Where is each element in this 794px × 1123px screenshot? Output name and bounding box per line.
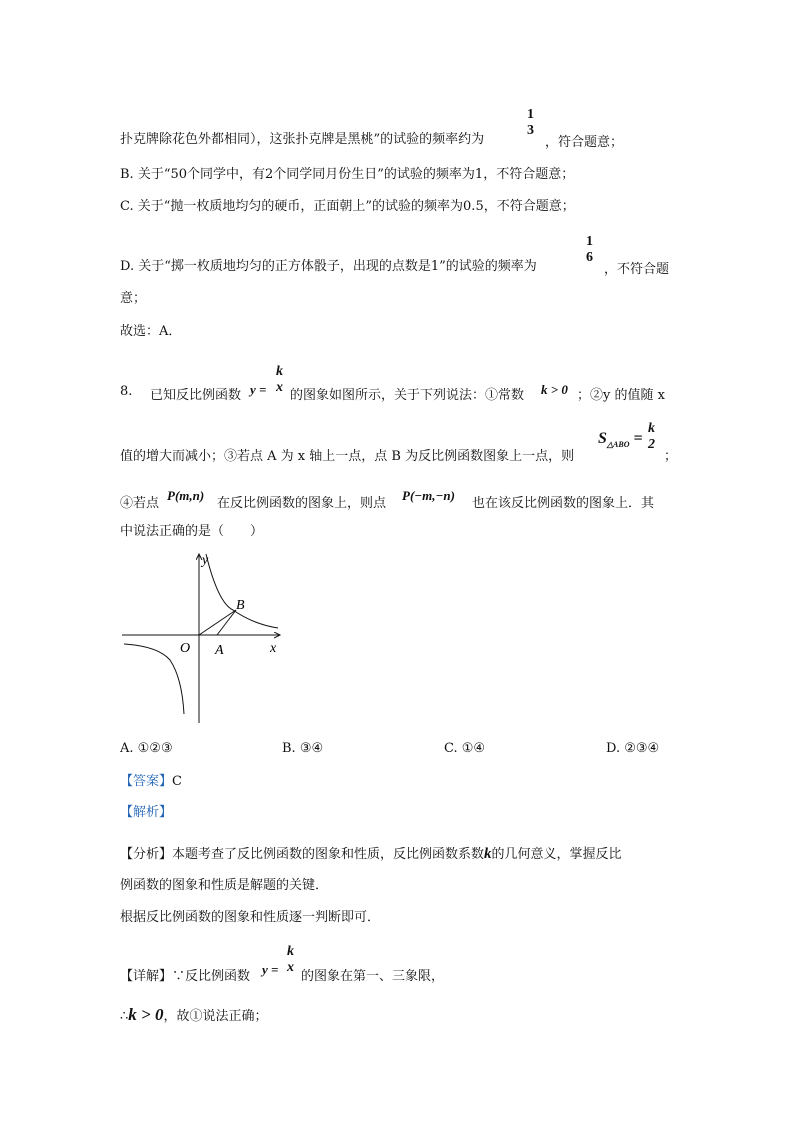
- fraction-numerator: 1: [527, 107, 534, 122]
- answer-value: C: [172, 774, 182, 789]
- y-axis-label: y: [202, 553, 209, 568]
- prev-line-1-tail: ，符合题意；: [545, 135, 624, 150]
- fenxi-tag: 【分析】: [120, 847, 173, 862]
- option-b: B. ③④: [282, 741, 324, 756]
- option-a: A. ①②③: [120, 741, 173, 756]
- fraction-numerator: k: [276, 364, 283, 379]
- point-a-label: A: [215, 643, 224, 658]
- fenxi-line-1: [120, 843, 622, 863]
- area-subscript: △ABO: [606, 440, 630, 450]
- area-fraction: [648, 421, 655, 453]
- conclusion-k: k > 0: [128, 1005, 164, 1024]
- hyperbola-graph: [118, 548, 298, 728]
- detail-text-b: 的图象在第一、三象限，: [301, 969, 445, 984]
- prev-line-1: [120, 131, 484, 149]
- segment-ob: [199, 610, 236, 635]
- fraction-one-third: [527, 107, 534, 139]
- question-number: 8.: [120, 384, 133, 399]
- question-text-4: 中说法正确的是（ ）: [120, 524, 264, 539]
- point-p-neg: P(−m,−n): [402, 488, 455, 503]
- prev-line-5: 意；: [120, 291, 147, 306]
- prev-line-1-text: 扑克牌除花色外都相同），这张扑克牌是黑桃”的试验的频率约为: [120, 132, 485, 147]
- detail-func-lhs: y =: [262, 962, 279, 977]
- prev-line-3: C. 关于“抛一枚质地均匀的硬币，正面朝上”的试验的频率为0.5，不符合题意；: [120, 199, 575, 214]
- fenxi-text-1a: 本题考查了反比例函数的图象和性质，反比例函数系数: [172, 847, 485, 862]
- fraction-numerator: k: [287, 944, 294, 959]
- detail-func-fraction: [287, 944, 294, 976]
- point-b-label: B: [236, 598, 245, 613]
- fraction-numerator: 1: [586, 234, 593, 249]
- fenxi-text-1b: 的几何意义，掌握反比: [491, 847, 622, 862]
- detail-text: ∵反比例函数: [172, 969, 251, 984]
- question-text-2b: ；: [664, 449, 678, 464]
- conclusion-line: [120, 1005, 267, 1025]
- question-text-1a: 已知反比例函数: [150, 388, 242, 403]
- option-c: C. ①④: [444, 741, 486, 756]
- fraction-denominator: 6: [586, 250, 593, 265]
- fraction-denominator: 2: [648, 437, 655, 452]
- prev-line-4-tail: ，不符合题: [604, 262, 670, 277]
- fraction-one-sixth: [586, 234, 593, 266]
- func-fraction: [276, 364, 283, 396]
- fraction-denominator: x: [276, 380, 283, 395]
- area-lhs: [598, 430, 643, 449]
- analysis-tag: 【解析】: [120, 805, 173, 820]
- prev-line-2: B. 关于“50个同学中，有2个同学同月份生日”的试验的频率为1，不符合题意；: [120, 167, 575, 182]
- func-lhs: y =: [250, 382, 267, 397]
- therefore-symbol: ∴: [120, 1009, 129, 1024]
- hyperbola-branch-1: [206, 554, 278, 628]
- answer-line: [120, 770, 182, 789]
- x-axis-label: x: [270, 641, 277, 656]
- fenxi-k: k: [484, 846, 492, 862]
- fraction-denominator: x: [287, 960, 294, 975]
- prev-line-6: 故选：A．: [120, 324, 182, 339]
- conclusion-text: ，故①说法正确；: [163, 1009, 268, 1024]
- hyperbola-branch-3: [124, 644, 184, 714]
- question-text-3a: ④若点: [120, 496, 160, 511]
- question-text-3c: 也在该反比例函数的图象上．其: [472, 496, 655, 511]
- question-text-2a: 值的增大而减小；③若点 A 为 x 轴上一点，点 B 为反比例函数图象上一点，则: [120, 449, 575, 464]
- prev-line-4: [120, 258, 537, 276]
- origin-label: O: [180, 641, 191, 656]
- question-text-1b: 的图象如图所示，关于下列说法：①常数: [290, 388, 525, 403]
- k-positive: k > 0: [541, 382, 568, 397]
- fraction-denominator: 3: [527, 123, 534, 138]
- fenxi-line-3: 根据反比例函数的图象和性质逐一判断即可．: [120, 910, 381, 925]
- area-symbol: S: [598, 430, 607, 447]
- fenxi-line-2: 例函数的图象和性质是解题的关键．: [120, 878, 329, 893]
- segment-ab: [217, 610, 236, 635]
- area-equals: =: [633, 430, 643, 447]
- prev-line-4-text: D. 关于“掷一枚质地均匀的正方体骰子，出现的点数是1”的试验的频率为: [120, 259, 537, 274]
- answer-tag: 【答案】: [120, 774, 173, 789]
- question-text-3b: 在反比例函数的图象上，则点: [217, 496, 387, 511]
- option-d: D. ②③④: [606, 741, 660, 756]
- detail-tag: 【详解】: [120, 969, 173, 984]
- detail-text-a: [120, 965, 250, 984]
- fraction-numerator: k: [648, 421, 655, 436]
- point-p: P(m,n): [167, 488, 205, 503]
- question-text-1c: ；②y 的值随 x: [577, 388, 665, 403]
